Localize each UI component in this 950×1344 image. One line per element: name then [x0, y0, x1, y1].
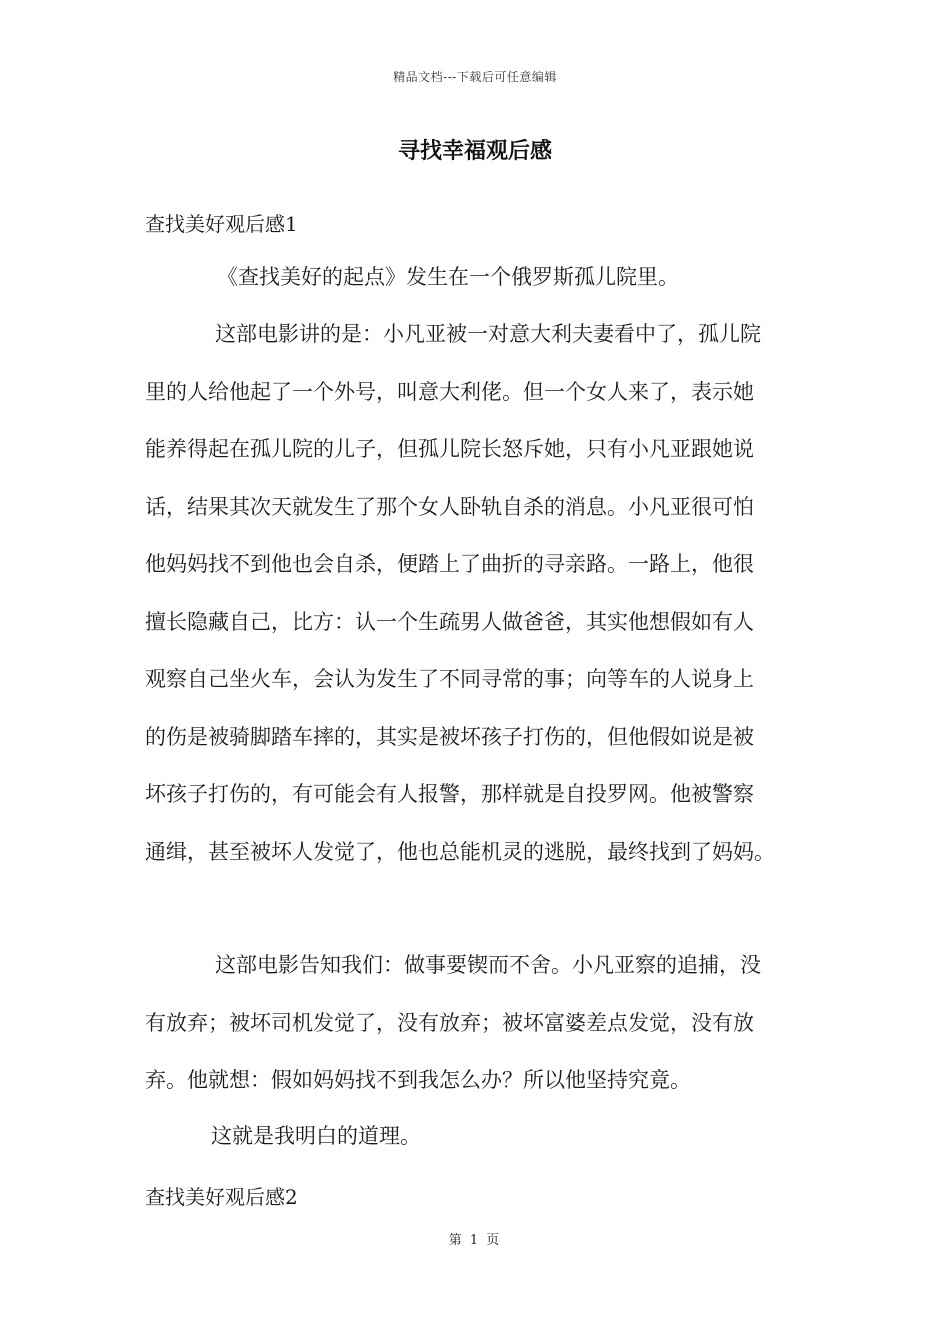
- paragraph-line: 里的人给他起了一个外号，叫意大利佬。但一个女人来了，表示她: [145, 379, 754, 404]
- paragraph-intro: [145, 249, 835, 307]
- paragraph-line: 的伤是被骑脚踏车摔的，其实是被坏孩子打伤的，但他假如说是被: [145, 724, 754, 749]
- paragraph-lesson: [145, 937, 835, 1110]
- section-heading-1: 查找美好观后感1: [145, 212, 298, 236]
- paragraph-line: 《查找美好的起点》发生在一个俄罗斯孤儿院里。: [217, 265, 679, 289]
- paragraph-line: 能养得起在孤儿院的儿子，但孤儿院长怒斥她，只有小凡亚跟她说: [145, 437, 754, 461]
- paragraph-line: 通缉，甚至被坏人发觉了，他也总能机灵的逃脱，最终找到了妈妈。: [145, 839, 775, 864]
- paragraph-conclusion: [145, 1108, 835, 1166]
- page-header: 精品文档---下载后可任意编辑: [393, 70, 557, 84]
- paragraph-line: 这部电影告知我们：做事要锲而不舍。小凡亚察的追捕，没: [215, 953, 761, 977]
- paragraph-line: 这部电影讲的是：小凡亚被一对意大利夫妻看中了，孤儿院: [215, 322, 761, 346]
- document-title: 寻找幸福观后感: [397, 138, 552, 164]
- paragraph-line: 擅长隐藏自己，比方：认一个生疏男人做爸爸，其实他想假如有人: [145, 609, 754, 634]
- paragraph-line: 观察自己坐火车，会认为发生了不同寻常的事；向等车的人说身上: [145, 667, 754, 691]
- paragraph-line: 坏孩子打伤的，有可能会有人报警，那样就是自投罗网。他被警察: [145, 782, 754, 806]
- page-number: 第 1 页: [448, 1233, 502, 1248]
- section-heading-2: 查找美好观后感2: [145, 1185, 298, 1209]
- paragraph-line: 弃。他就想：假如妈妈找不到我怎么办？所以他坚持究竟。: [145, 1068, 691, 1092]
- paragraph-line: 这就是我明白的道理。: [211, 1124, 421, 1148]
- paragraph-line: 话，结果其次天就发生了那个女人卧轨自杀的消息。小凡亚很可怕: [145, 494, 754, 519]
- paragraph-line: 他妈妈找不到他也会自杀，便踏上了曲折的寻亲路。一路上，他很: [145, 552, 754, 576]
- paragraph-story: [145, 306, 835, 881]
- paragraph-line: 有放弃；被坏司机发觉了，没有放弃；被坏富婆差点发觉，没有放: [145, 1010, 754, 1035]
